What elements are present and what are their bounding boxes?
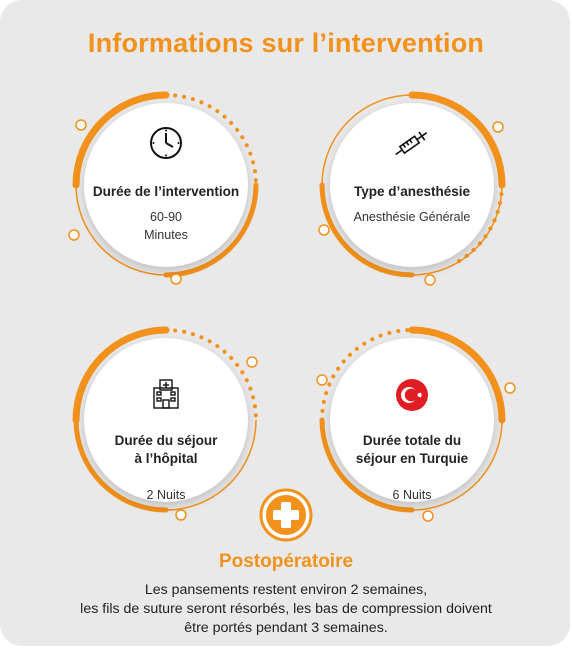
hospital-icon [150,378,182,410]
card-value [336,486,488,504]
card-label: Type d’anesthésie [353,184,471,199]
card-label [88,432,244,468]
page-title: Informations sur l’intervention [87,28,485,58]
card-disc [84,103,248,267]
postop-line: Les pansements restent environ 2 semaines, [144,582,428,598]
card-value-line: Anesthésie Générale [353,210,471,224]
card-value [90,486,242,504]
card-value-line: 2 Nuits [146,488,186,502]
medical-plus-icon [258,487,314,543]
intervention-duration-card [56,75,276,295]
card-disc [330,338,494,502]
card-label-line: séjour en Turquie [355,451,469,466]
card-label-line: à l’hôpital [134,451,198,466]
card-label [334,432,490,468]
postop-title: Postopératoire [218,551,354,572]
card-label-line: Durée du séjour [114,433,218,448]
turkey-stay-card [302,310,522,530]
syringe-icon [390,125,434,161]
card-label-line: Durée totale du [362,433,462,448]
hospital-stay-card [56,310,276,530]
card-value-line: 6 Nuits [392,488,432,502]
postop-line: les fils de suture seront résorbés, les bas de compression doivent [80,601,492,617]
postop-line: être portés pendant 3 semaines. [184,620,388,636]
anesthesia-type-card [302,75,522,295]
clock-icon [148,125,184,161]
card-value-line: Minutes [144,228,188,242]
card-value [336,208,488,226]
card-disc [84,338,248,502]
card-label: Durée de l’intervention [92,184,240,199]
card-value [90,208,242,244]
turkey-flag-icon [395,378,429,412]
card-disc [330,103,494,267]
postop-description [10,581,562,638]
card-value-line: 60-90 [150,210,182,224]
